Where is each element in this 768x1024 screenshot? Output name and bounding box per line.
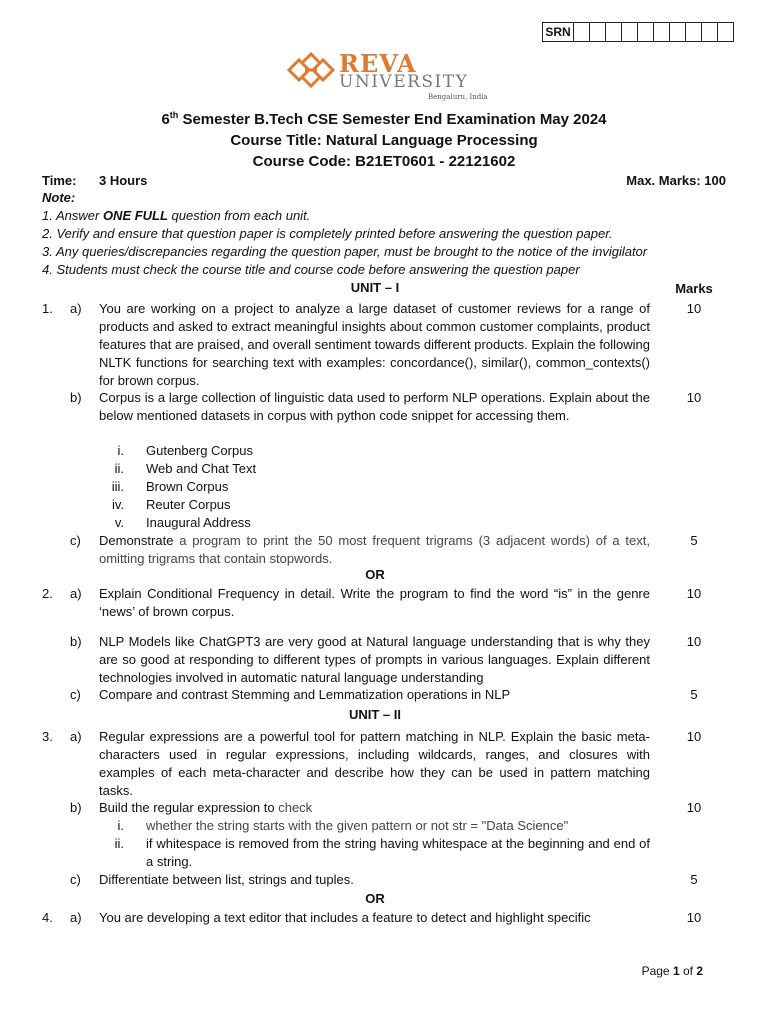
- question-text: You are working on a project to analyze a large dataset of customer reviews for a range of products and asked to extract meaningful insights about common customer complaints, product features that are praised, and overall sentiment towards different products. Explain the following NLTK functions for searching text with examples: concordance(), similar(), common_contexts() for brown corpus.: [99, 301, 650, 388]
- marks-value: 10: [686, 390, 702, 405]
- list-item-text: Gutenberg Corpus: [146, 443, 253, 458]
- marks-value: 10: [686, 301, 702, 316]
- question-text: Regular expressions are a powerful tool for pattern matching in NLP. Explain the basic meta-characters used in regular expressions, including wildcards, ranges, and closures with examples of each meta-character and describe how they can be used in pattern matching tasks.: [99, 729, 650, 798]
- srn-cell: [654, 23, 670, 41]
- srn-cell: [606, 23, 622, 41]
- srn-box: [542, 22, 734, 42]
- question-text: Differentiate between list, strings and tuples.: [99, 872, 354, 887]
- srn-cell: [702, 23, 718, 41]
- srn-cell: [670, 23, 686, 41]
- sub-label: b): [70, 634, 82, 649]
- question-text-part: Build the regular expression to: [99, 800, 279, 815]
- time-label: Time:: [42, 173, 77, 188]
- list-item-text: Brown Corpus: [146, 479, 229, 494]
- question-text-part: Demonstrate: [99, 533, 180, 548]
- sub-label: c): [70, 533, 81, 548]
- list-item-text: whether the string starts with the given pattern or not str = "Data Science": [146, 818, 569, 833]
- sub-label: b): [70, 390, 82, 405]
- marks-value: 10: [686, 586, 702, 601]
- question-text-part: a program to print the 50 most frequent trigrams (3 adjacent words) of a text, omitting trigrams that contain stopwords.: [99, 533, 650, 566]
- question-text: [99, 799, 650, 817]
- or-separator: OR: [365, 567, 385, 582]
- course-code: Course Code: B21ET0601 - 22121602: [252, 153, 516, 170]
- list-item-text: Web and Chat Text: [146, 461, 257, 476]
- sub-label: a): [70, 910, 82, 925]
- question-text: Explain Conditional Frequency in detail. Write the program to find the word “is” in the genre ‘news’ of brown corpus.: [99, 586, 650, 619]
- exam-title: [0, 110, 768, 128]
- question-text: [99, 532, 650, 568]
- question-number: 1.: [42, 301, 53, 316]
- roman-numeral: iv.: [111, 497, 124, 512]
- list-item-text: if whitespace is removed from the string having whitespace at the beginning and end of a string.: [146, 836, 650, 869]
- question-text: Compare and contrast Stemming and Lemmatization operations in NLP: [99, 687, 511, 702]
- sub-label: a): [70, 586, 82, 601]
- marks-value: 5: [690, 533, 698, 548]
- question-text: Corpus is a large collection of linguistic data used to perform NLP operations. Explain about the below mentioned datasets in corpus with python code snippet for accessing them.: [99, 390, 650, 423]
- marks-value: 10: [686, 729, 702, 744]
- marks-value: 10: [686, 634, 702, 649]
- page-indicator: [642, 962, 703, 980]
- marks-value: 10: [686, 800, 702, 815]
- semester-number: 6: [161, 111, 170, 128]
- page-number: 1: [672, 964, 680, 978]
- roman-numeral: v.: [114, 515, 124, 530]
- or-separator: OR: [365, 891, 385, 906]
- question-number: 3.: [42, 729, 53, 744]
- note-item-1: [42, 208, 310, 223]
- srn-cell: [718, 23, 733, 41]
- question-text-part: check: [278, 800, 313, 815]
- srn-cell: [622, 23, 638, 41]
- logo-subname: UNIVERSITY: [339, 72, 469, 92]
- question-number: 2.: [42, 586, 53, 601]
- note-label: Note:: [42, 190, 76, 205]
- sub-label: a): [70, 729, 82, 744]
- note-item-2: 2. Verify and ensure that question paper is completely printed before answering the question paper.: [42, 226, 613, 241]
- page-total: 2: [696, 964, 703, 978]
- unit-2-title: UNIT – II: [348, 707, 401, 722]
- university-logo-icon: [285, 50, 337, 90]
- roman-numeral: ii.: [114, 836, 124, 851]
- marks-header: Marks: [675, 281, 713, 296]
- note-item-3: 3. Any queries/discrepancies regarding the question paper, must be brought to the notice of the invigilator: [42, 244, 648, 259]
- sub-label: c): [70, 687, 81, 702]
- sub-label: b): [70, 800, 82, 815]
- sub-label: a): [70, 301, 82, 316]
- roman-numeral: i.: [117, 818, 124, 833]
- note-text: 1. Answer: [42, 208, 103, 223]
- roman-numeral: i.: [117, 443, 124, 458]
- note-text: question from each unit.: [167, 208, 311, 223]
- time-value: 3 Hours: [99, 173, 148, 188]
- course-title: Course Title: Natural Language Processing: [230, 132, 538, 149]
- max-marks: Max. Marks: 100: [626, 173, 726, 188]
- srn-label: SRN: [543, 23, 574, 41]
- srn-cell: [686, 23, 702, 41]
- page-of: of: [679, 964, 697, 978]
- note-emphasis: ONE FULL: [102, 208, 168, 223]
- list-item-text: Inaugural Address: [146, 515, 251, 530]
- roman-numeral: iii.: [111, 479, 124, 494]
- semester-superscript: th: [169, 110, 179, 120]
- question-text: NLP Models like ChatGPT3 are very good at Natural language understanding that is why they are so good at responding to different types of prompts in various languages. Explain different technologies involved in automatic natural language understanding: [99, 634, 650, 685]
- marks-value: 5: [690, 687, 698, 702]
- srn-cell: [590, 23, 606, 41]
- srn-cell: [638, 23, 654, 41]
- unit-1-title: UNIT – I: [350, 280, 400, 295]
- roman-numeral: ii.: [114, 461, 124, 476]
- logo-name: REVA: [339, 49, 417, 78]
- logo-location: Bengaluru, India: [428, 93, 488, 101]
- question-number: 4.: [42, 910, 53, 925]
- page-prefix: Page: [641, 964, 673, 978]
- list-item-text: Reuter Corpus: [146, 497, 231, 512]
- marks-value: 5: [690, 872, 698, 887]
- srn-cell: [574, 23, 590, 41]
- note-item-4: 4. Students must check the course title and course code before answering the question paper: [42, 262, 580, 277]
- sub-label: c): [70, 872, 81, 887]
- marks-value: 10: [686, 910, 702, 925]
- question-text: You are developing a text editor that includes a feature to detect and highlight specific: [99, 910, 591, 925]
- exam-title-text: Semester B.Tech CSE Semester End Examination May 2024: [178, 111, 607, 128]
